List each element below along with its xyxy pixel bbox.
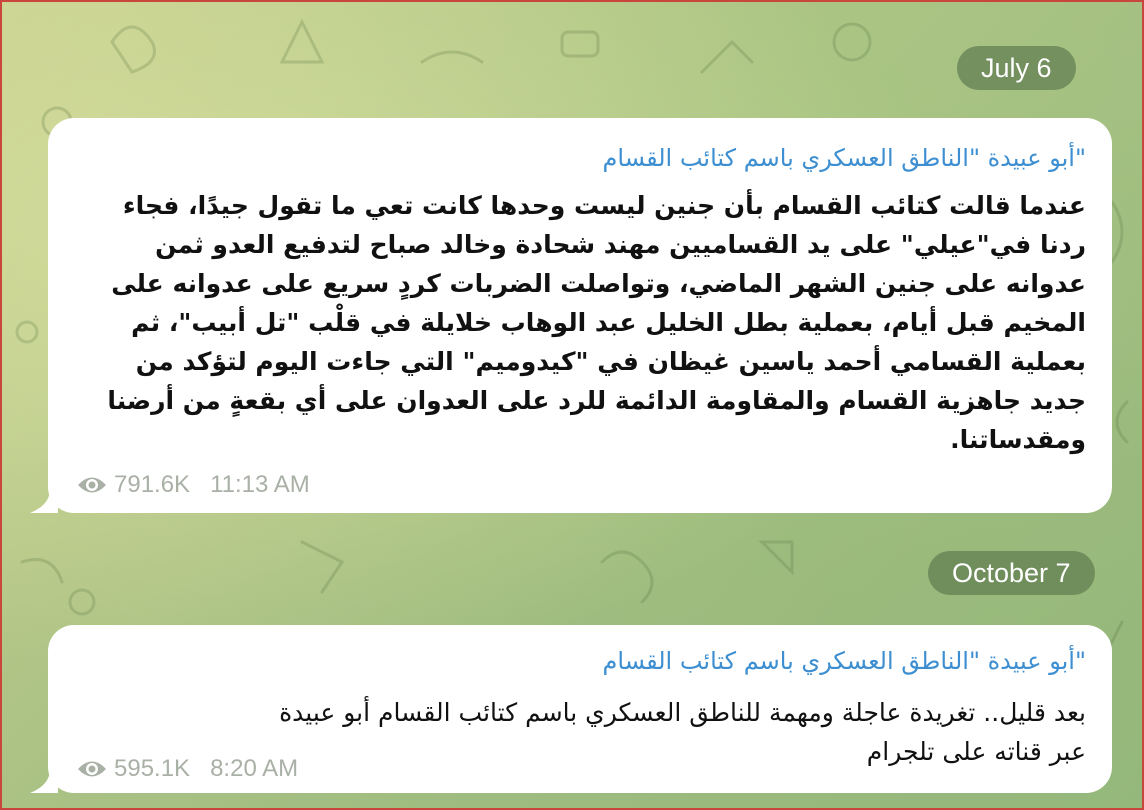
message-meta [76, 471, 310, 499]
view-count: 791.6K [114, 471, 191, 498]
message-line: ردنا في"عيلي" على يد القساميين مهند شحادة وخالد صباح لتدفيع العدو ثمن [155, 230, 1086, 259]
message-time: 8:20 AM [210, 755, 299, 782]
message-line: المخيم قبل أيام، بعملية بطل الخليل عبد الوهاب خلايلة في قلْب "تل أبيب"، ثم [131, 308, 1086, 337]
sender-name[interactable]: "أبو عبيدة "الناطق العسكري باسم كتائب القسام [602, 647, 1086, 675]
eye-icon [76, 474, 108, 496]
view-count: 595.1K [114, 755, 191, 782]
eye-icon [76, 758, 108, 780]
message-line: جديد جاهزية القسام والمقاومة الدائمة للرد على العدوان على أي بقعةٍ من أرضنا [107, 386, 1086, 415]
message-line: عندما قالت كتائب القسام بأن جنين ليست وحدها كانت تعي ما تقول جيدًا، فجاء [122, 191, 1086, 220]
message-line: عدوانه على جنين الشهر الماضي، وتواصلت الضربات كردٍ سريع على عدوانه على [111, 269, 1086, 298]
message-line: ومقدساتنا. [950, 425, 1086, 454]
sender-name[interactable]: "أبو عبيدة "الناطق العسكري باسم كتائب القسام [602, 144, 1086, 172]
message-line: بعد قليل.. تغريدة عاجلة ومهمة للناطق العسكري باسم كتائب القسام أبو عبيدة [279, 698, 1086, 727]
message-meta [76, 755, 298, 783]
message-text [76, 186, 1086, 459]
date-separator: July 6 [957, 46, 1076, 90]
message-line: بعملية القسامي أحمد ياسين غيظان في "كيدوميم" التي جاءت اليوم لتؤكد من [135, 347, 1086, 376]
message-bubble[interactable] [48, 625, 1112, 793]
message-line: عبر قناته على تلجرام [866, 737, 1086, 766]
message-time: 11:13 AM [210, 471, 310, 498]
message-bubble[interactable] [48, 118, 1112, 513]
date-separator: October 7 [928, 551, 1095, 595]
